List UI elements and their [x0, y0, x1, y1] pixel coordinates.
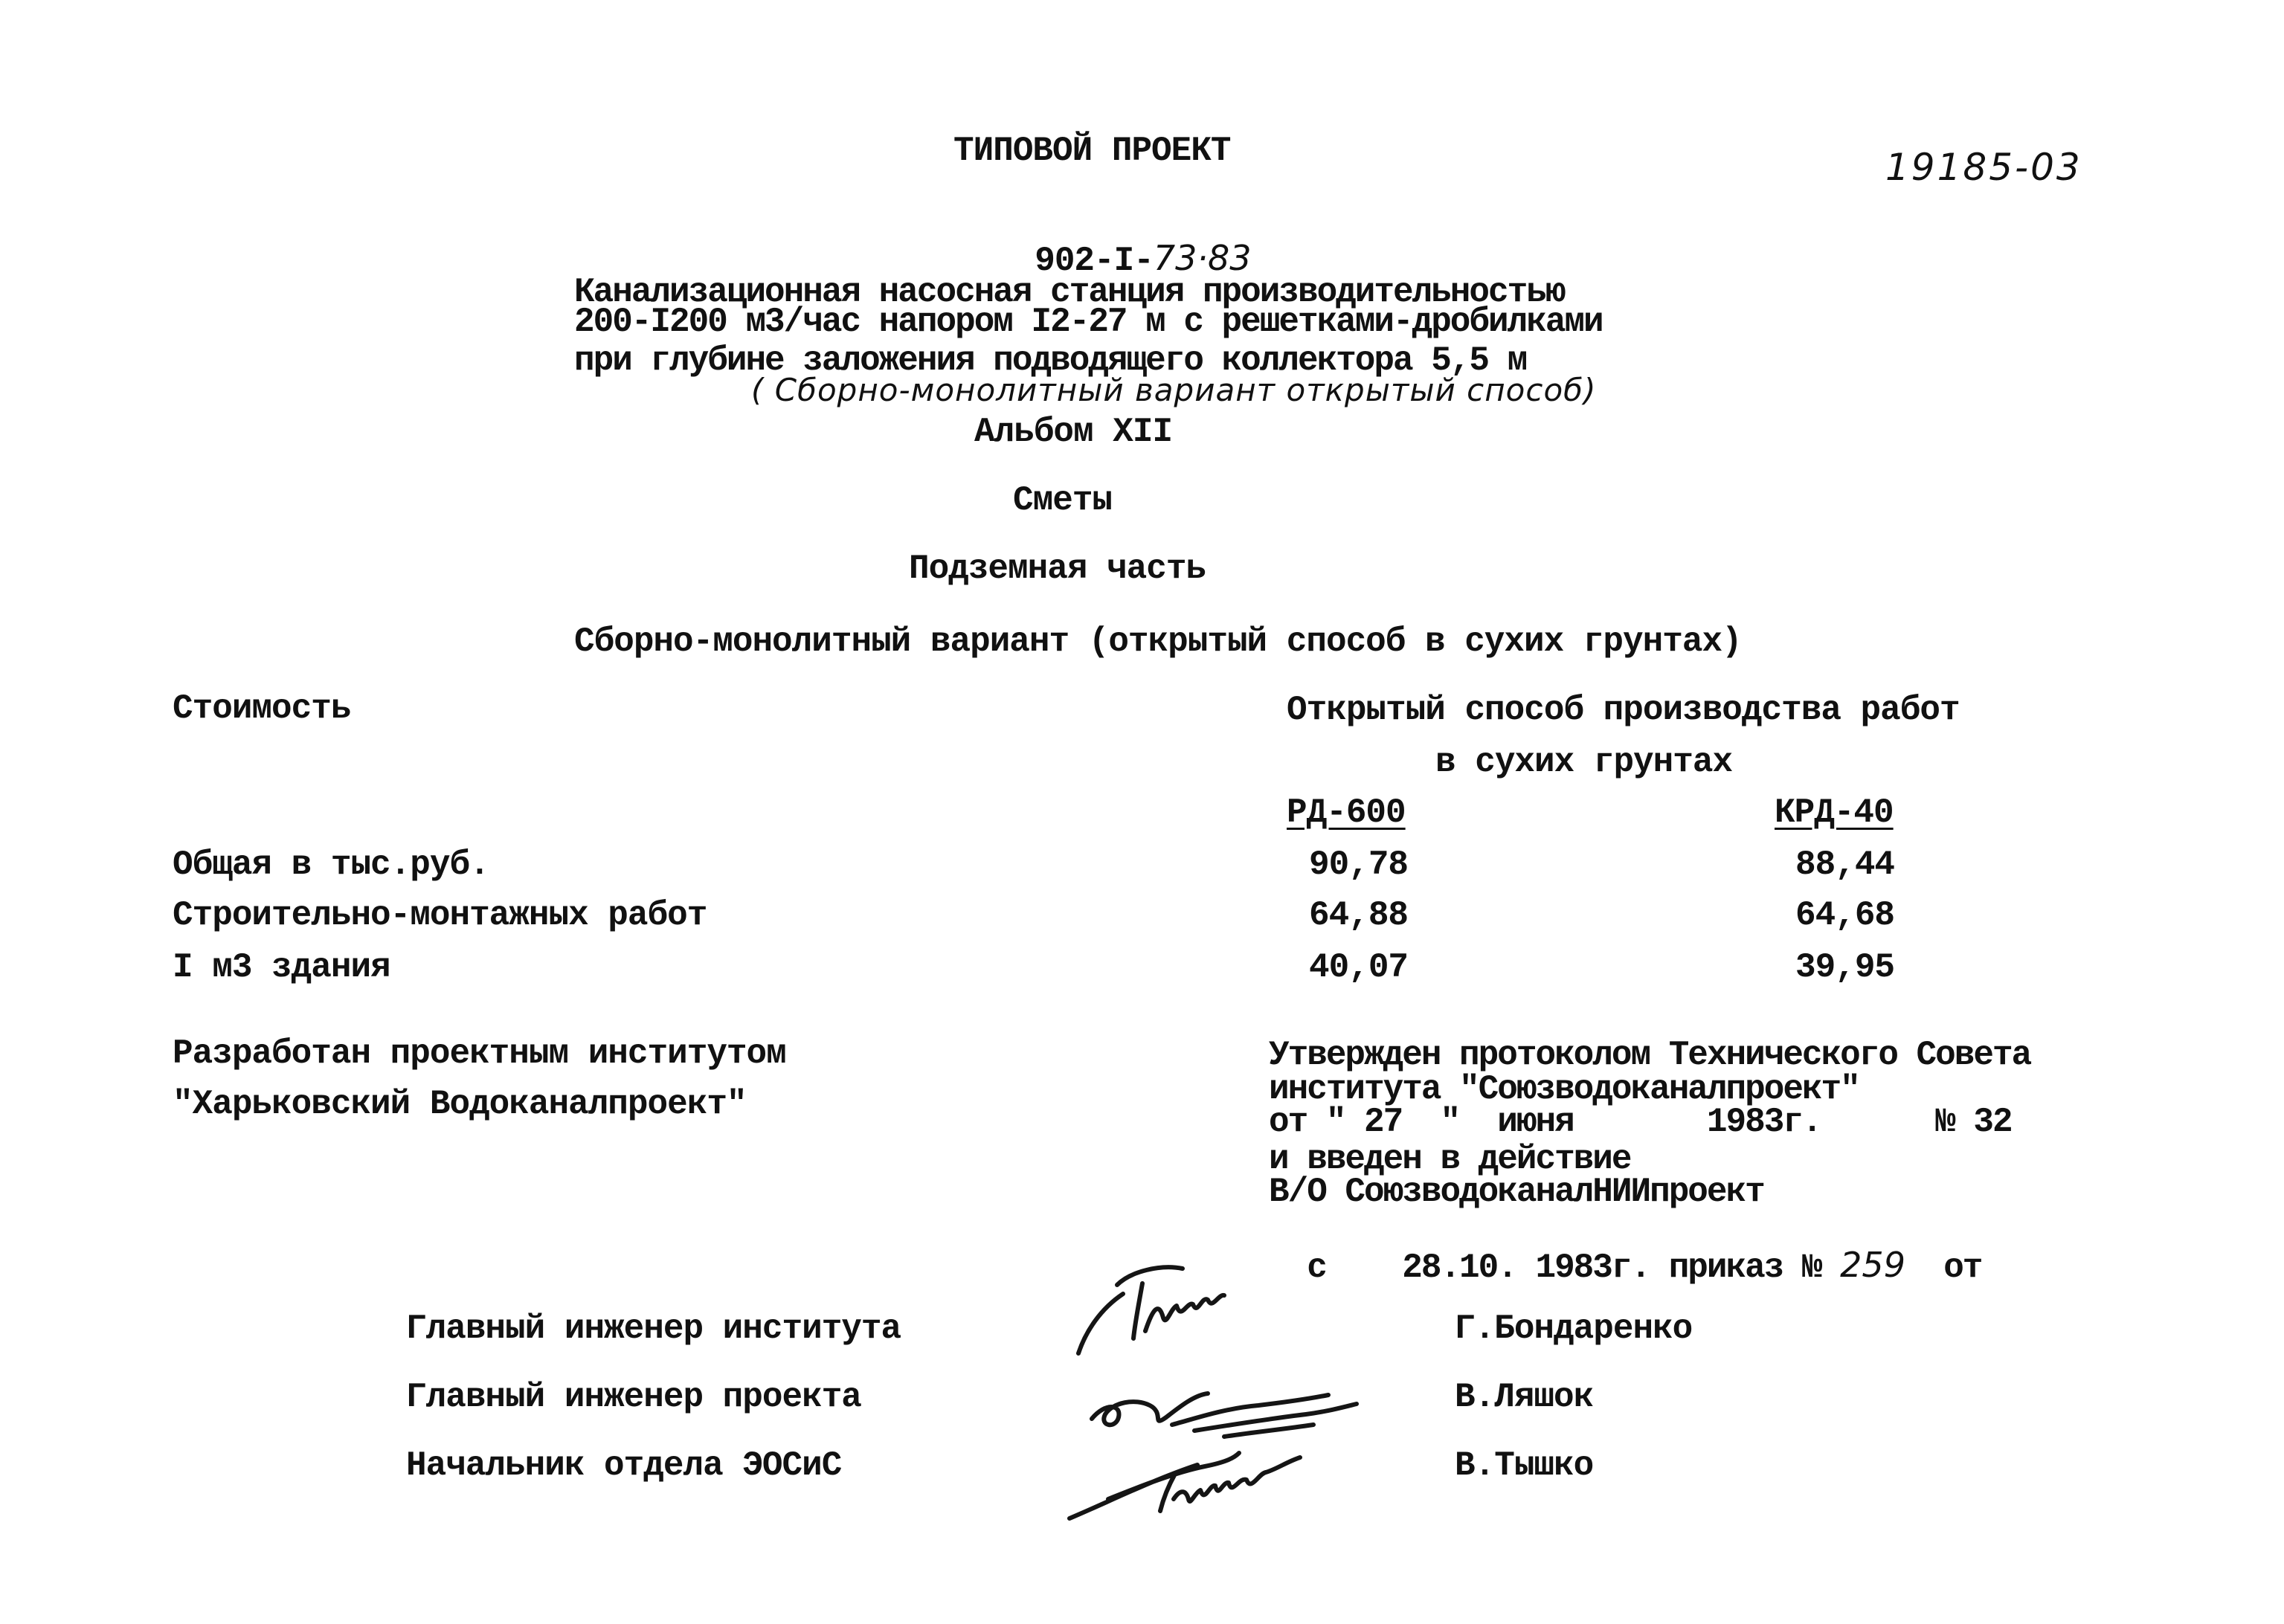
approval-line-4: и введен в действие — [1269, 1140, 1631, 1179]
description-line-4-handwritten: ( Сборно-монолитный вариант открытый способ) — [751, 372, 1597, 408]
archive-code-handwritten: 19185-03 — [1885, 146, 2082, 189]
project-number — [995, 202, 1252, 280]
section-underground: Подземная часть — [909, 550, 1206, 588]
description-line-3: при глубине заложения подводящего коллектора 5,5 м — [574, 341, 1527, 380]
signature-name: В.Ляшок — [1455, 1378, 1594, 1417]
approval-line-5: В/О СоюзводоканалНИИпроект — [1269, 1173, 1764, 1211]
approval-line-1: Утвержден протоколом Технического Совета — [1269, 1036, 2031, 1074]
signature-handwritten-3 — [1064, 1428, 1346, 1524]
signature-role: Начальник отдела ЭОСиС — [406, 1446, 842, 1485]
approval-order-date: с 28.10. 1983г. приказ № — [1307, 1248, 1821, 1287]
cost-column-krd40: КРД-40 — [1775, 793, 1894, 832]
cost-row-value-rd600: 64,88 — [1309, 896, 1409, 935]
project-number-printed: 902-I- — [1035, 242, 1154, 280]
cost-row-label: Строительно-монтажных работ — [173, 896, 707, 935]
cost-column-rd600: РД-600 — [1287, 793, 1406, 832]
approval-order-suffix: от — [1943, 1248, 1982, 1287]
cost-row-value-krd40: 64,68 — [1795, 896, 1895, 935]
cost-row-label: Общая в тыс.руб. — [173, 845, 489, 884]
section-variant: Сборно-монолитный вариант (открытый способ в сухих грунтах) — [574, 622, 1742, 661]
cost-row-value-rd600: 90,78 — [1309, 845, 1409, 884]
developer-line-1: Разработан проектным институтом — [173, 1034, 786, 1073]
cost-label: Стоимость — [173, 689, 351, 728]
album-label: Альбом XII — [974, 413, 1173, 451]
cost-row-value-krd40: 39,95 — [1795, 948, 1895, 987]
section-estimates: Сметы — [1013, 481, 1113, 520]
document-title: ТИПОВОЙ ПРОЕКТ — [953, 132, 1231, 170]
cost-row-label: I м3 здания — [173, 948, 390, 987]
signature-name: В.Тышко — [1455, 1446, 1594, 1485]
approval-order-number-handwritten: 259 — [1840, 1245, 1905, 1285]
cost-row-value-krd40: 88,44 — [1795, 845, 1895, 884]
description-line-1: Канализационная насосная станция производительностью — [574, 273, 1565, 312]
cost-header-line-2: в сухих грунтах — [1435, 743, 1733, 782]
cost-header-line-1: Открытый способ производства работ — [1287, 691, 1960, 729]
approval-line-3: от " 27 " июня 1983г. № 32 — [1269, 1103, 2012, 1141]
signature-role: Главный инженер проекта — [406, 1378, 861, 1417]
cost-row-value-rd600: 40,07 — [1309, 948, 1409, 987]
approval-line-6 — [1269, 1209, 1981, 1286]
signature-role: Главный инженер института — [406, 1309, 901, 1348]
developer-line-2: "Харьковский Водоканалпроект" — [173, 1085, 747, 1124]
approval-line-2: института "Союзводоканалпроект" — [1269, 1070, 1859, 1109]
signature-name: Г.Бондаренко — [1455, 1309, 1693, 1348]
signature-handwritten-1 — [1071, 1249, 1294, 1361]
project-number-handwritten: 73·83 — [1153, 238, 1252, 278]
description-line-2: 200-I200 м3/час напором I2-27 м с решетками-дробилками — [574, 303, 1603, 341]
